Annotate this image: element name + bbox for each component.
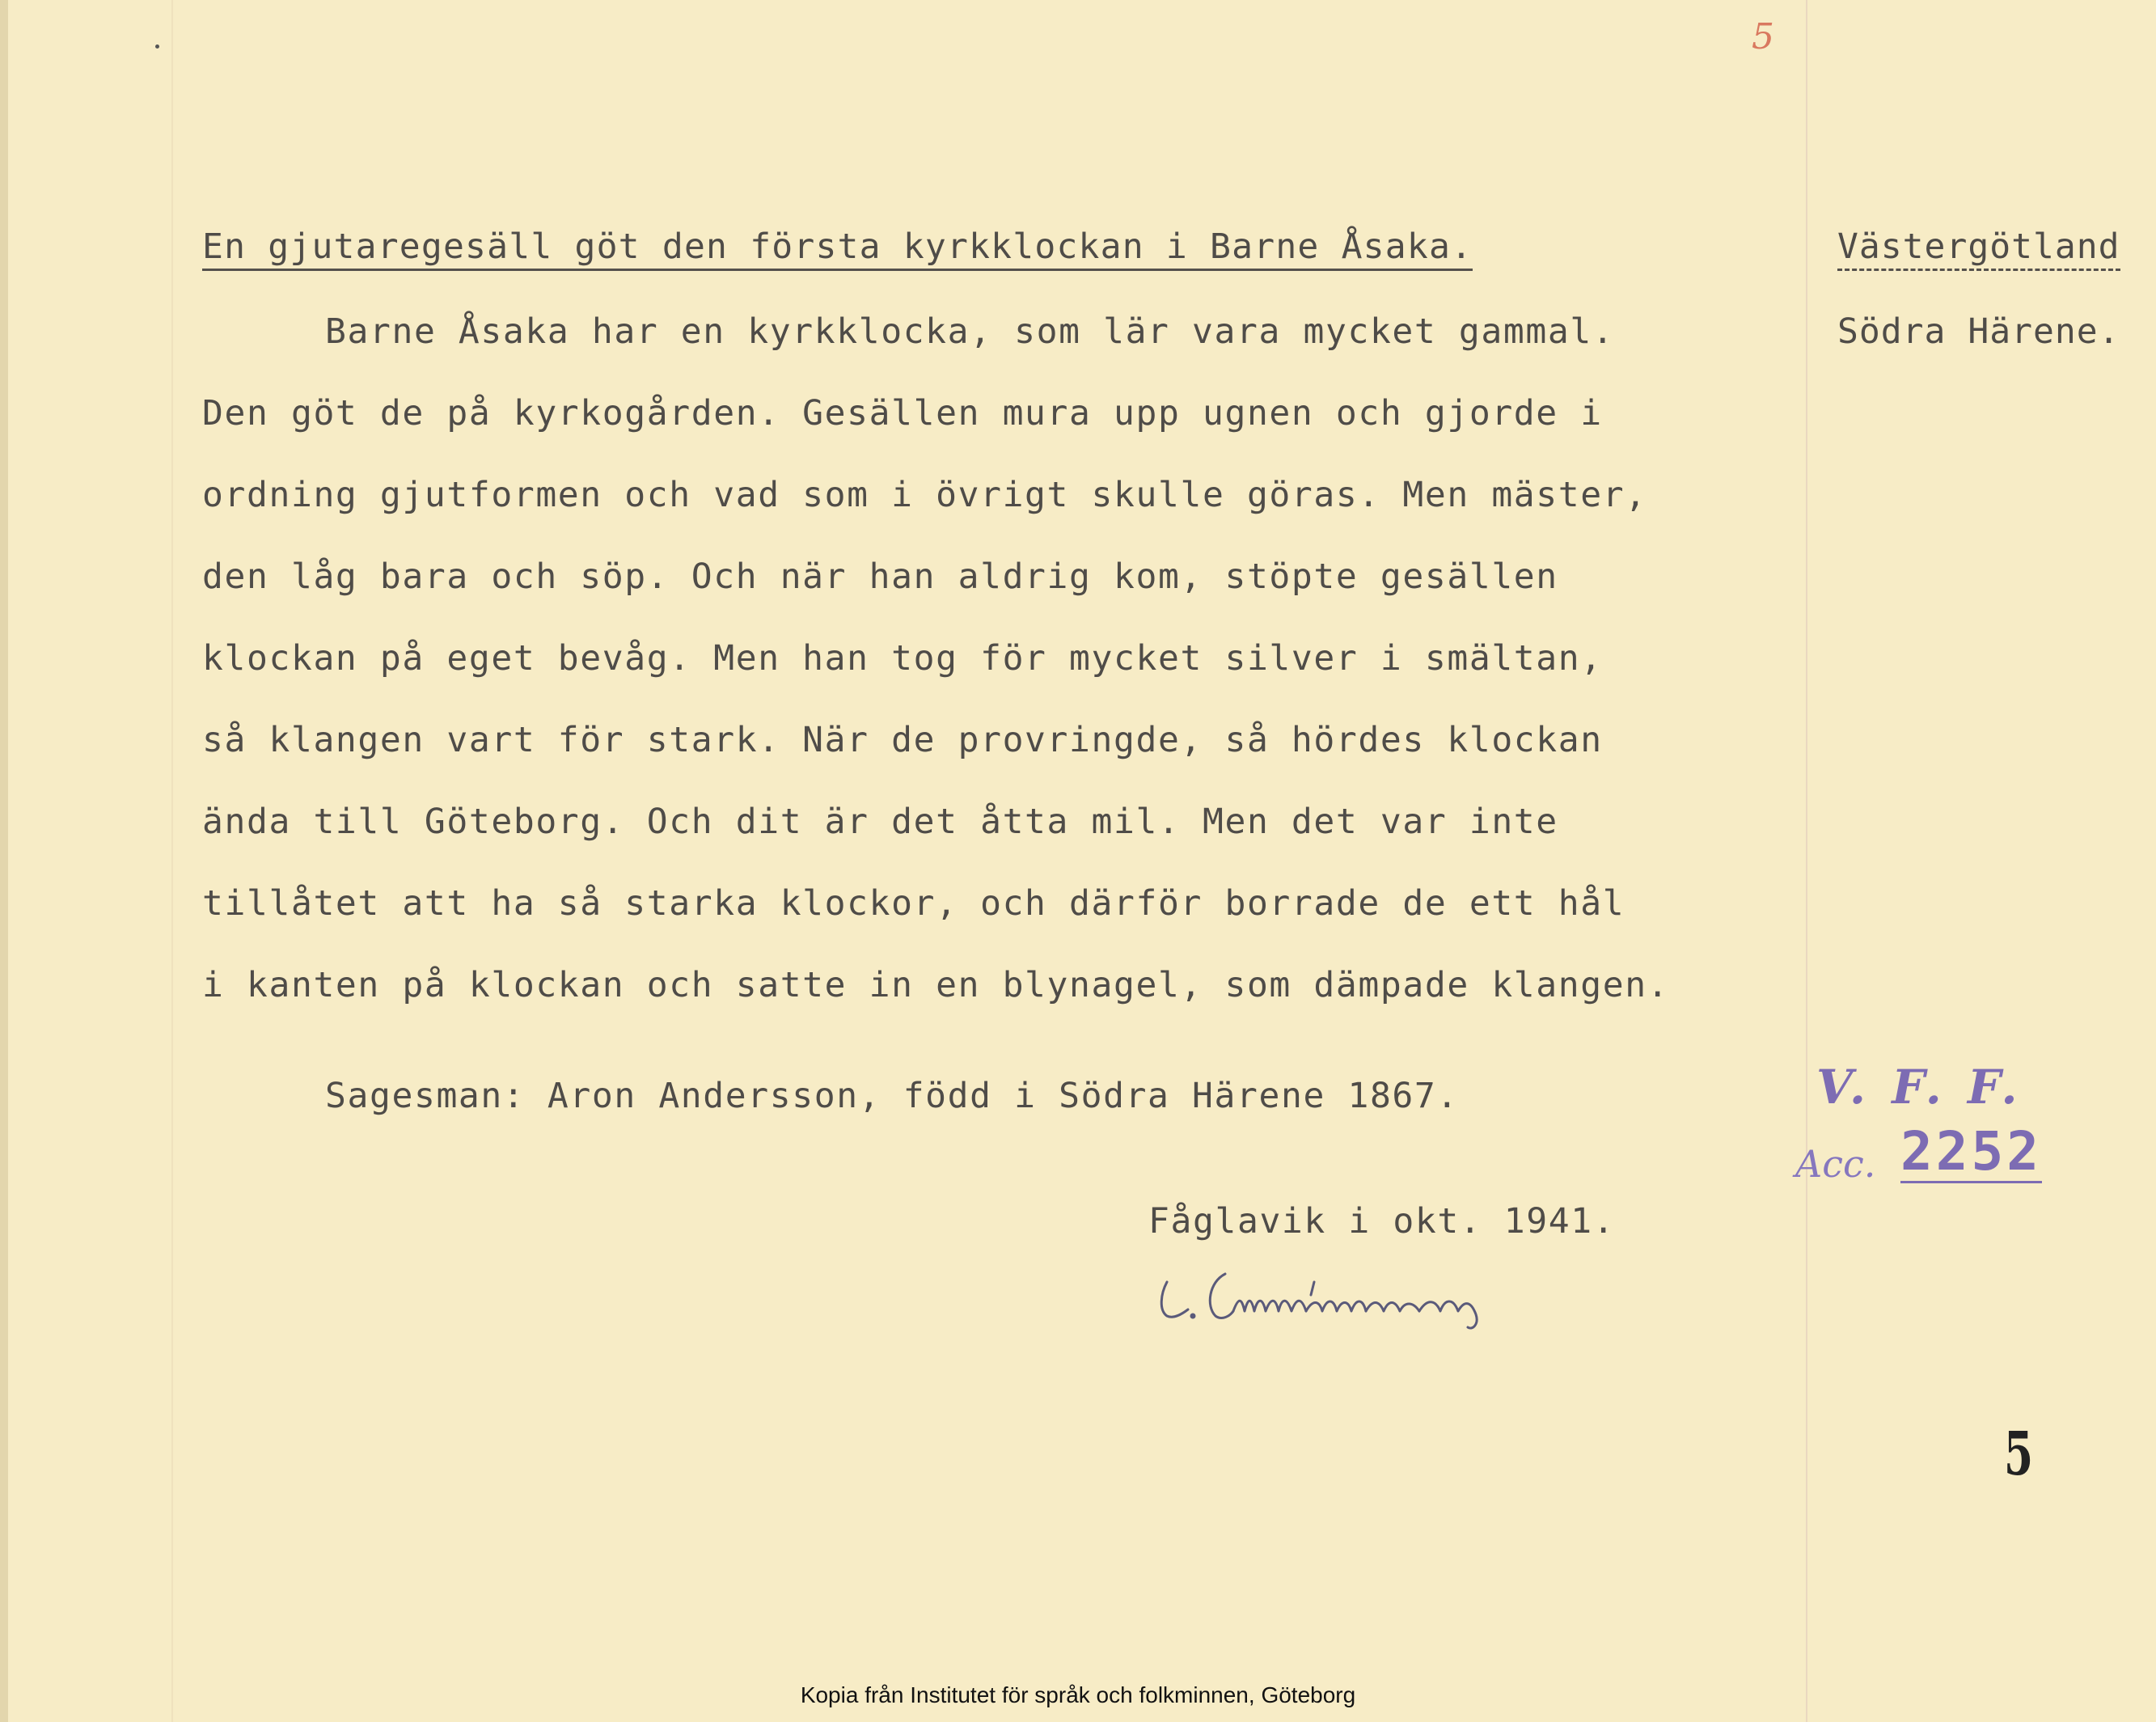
page-number-bottom: 5 xyxy=(2004,1419,2034,1489)
signature xyxy=(1152,1250,1557,1339)
archive-footer: Kopia från Institutet för språk och folkminnen, Göteborg xyxy=(800,1682,1356,1707)
stamp-acc-number: 2252 xyxy=(1900,1120,2042,1183)
informant-line: Sagesman: Aron Andersson, född i Södra Härene 1867. xyxy=(325,1076,1459,1116)
body-line: tillåtet att ha så starka klockor, och därför borrade de ett hål xyxy=(202,883,1625,924)
punch-mark xyxy=(155,44,159,49)
place-date-line: Fåglavik i okt. 1941. xyxy=(1148,1201,1616,1242)
body-line: ända till Göteborg. Och dit är det åtta mil. Men det var inte xyxy=(202,802,1558,842)
body-line: den låg bara och söp. Och när han aldrig kom, stöpte gesällen xyxy=(202,556,1558,597)
body-line: i kanten på klockan och satte in en blynagel, som dämpade klangen. xyxy=(202,965,1670,1005)
body-line: Den göt de på kyrkogården. Gesällen mura upp ugnen och gjorde i xyxy=(202,393,1603,434)
district-label: Södra Härene. xyxy=(1837,311,2120,352)
stamp-org-initials: V. F. F. xyxy=(1816,1060,2023,1115)
archive-stamp xyxy=(1787,1060,2127,1221)
story-title: En gjutaregesäll göt den första kyrkklockan i Barne Åsaka. xyxy=(202,226,1473,271)
region-label: Västergötland xyxy=(1837,226,2120,271)
margin-line-right xyxy=(1806,0,1807,1722)
body-line: ordning gjutformen och vad som i övrigt skulle göras. Men mäster, xyxy=(202,475,1647,515)
margin-line-left xyxy=(171,0,173,1722)
stamp-acc-label: Acc. xyxy=(1795,1142,1876,1186)
story-body xyxy=(202,307,1803,1043)
body-line: klockan på eget bevåg. Men han tog för mycket silver i smältan, xyxy=(202,638,1603,679)
body-line: Barne Åsaka har en kyrkklocka, som lär vara mycket gammal. xyxy=(325,311,1615,352)
body-line: så klangen vart för stark. När de provringde, så hördes klockan xyxy=(202,720,1603,760)
page-edge xyxy=(0,0,8,1722)
page-number-top: 5 xyxy=(1752,16,1774,57)
